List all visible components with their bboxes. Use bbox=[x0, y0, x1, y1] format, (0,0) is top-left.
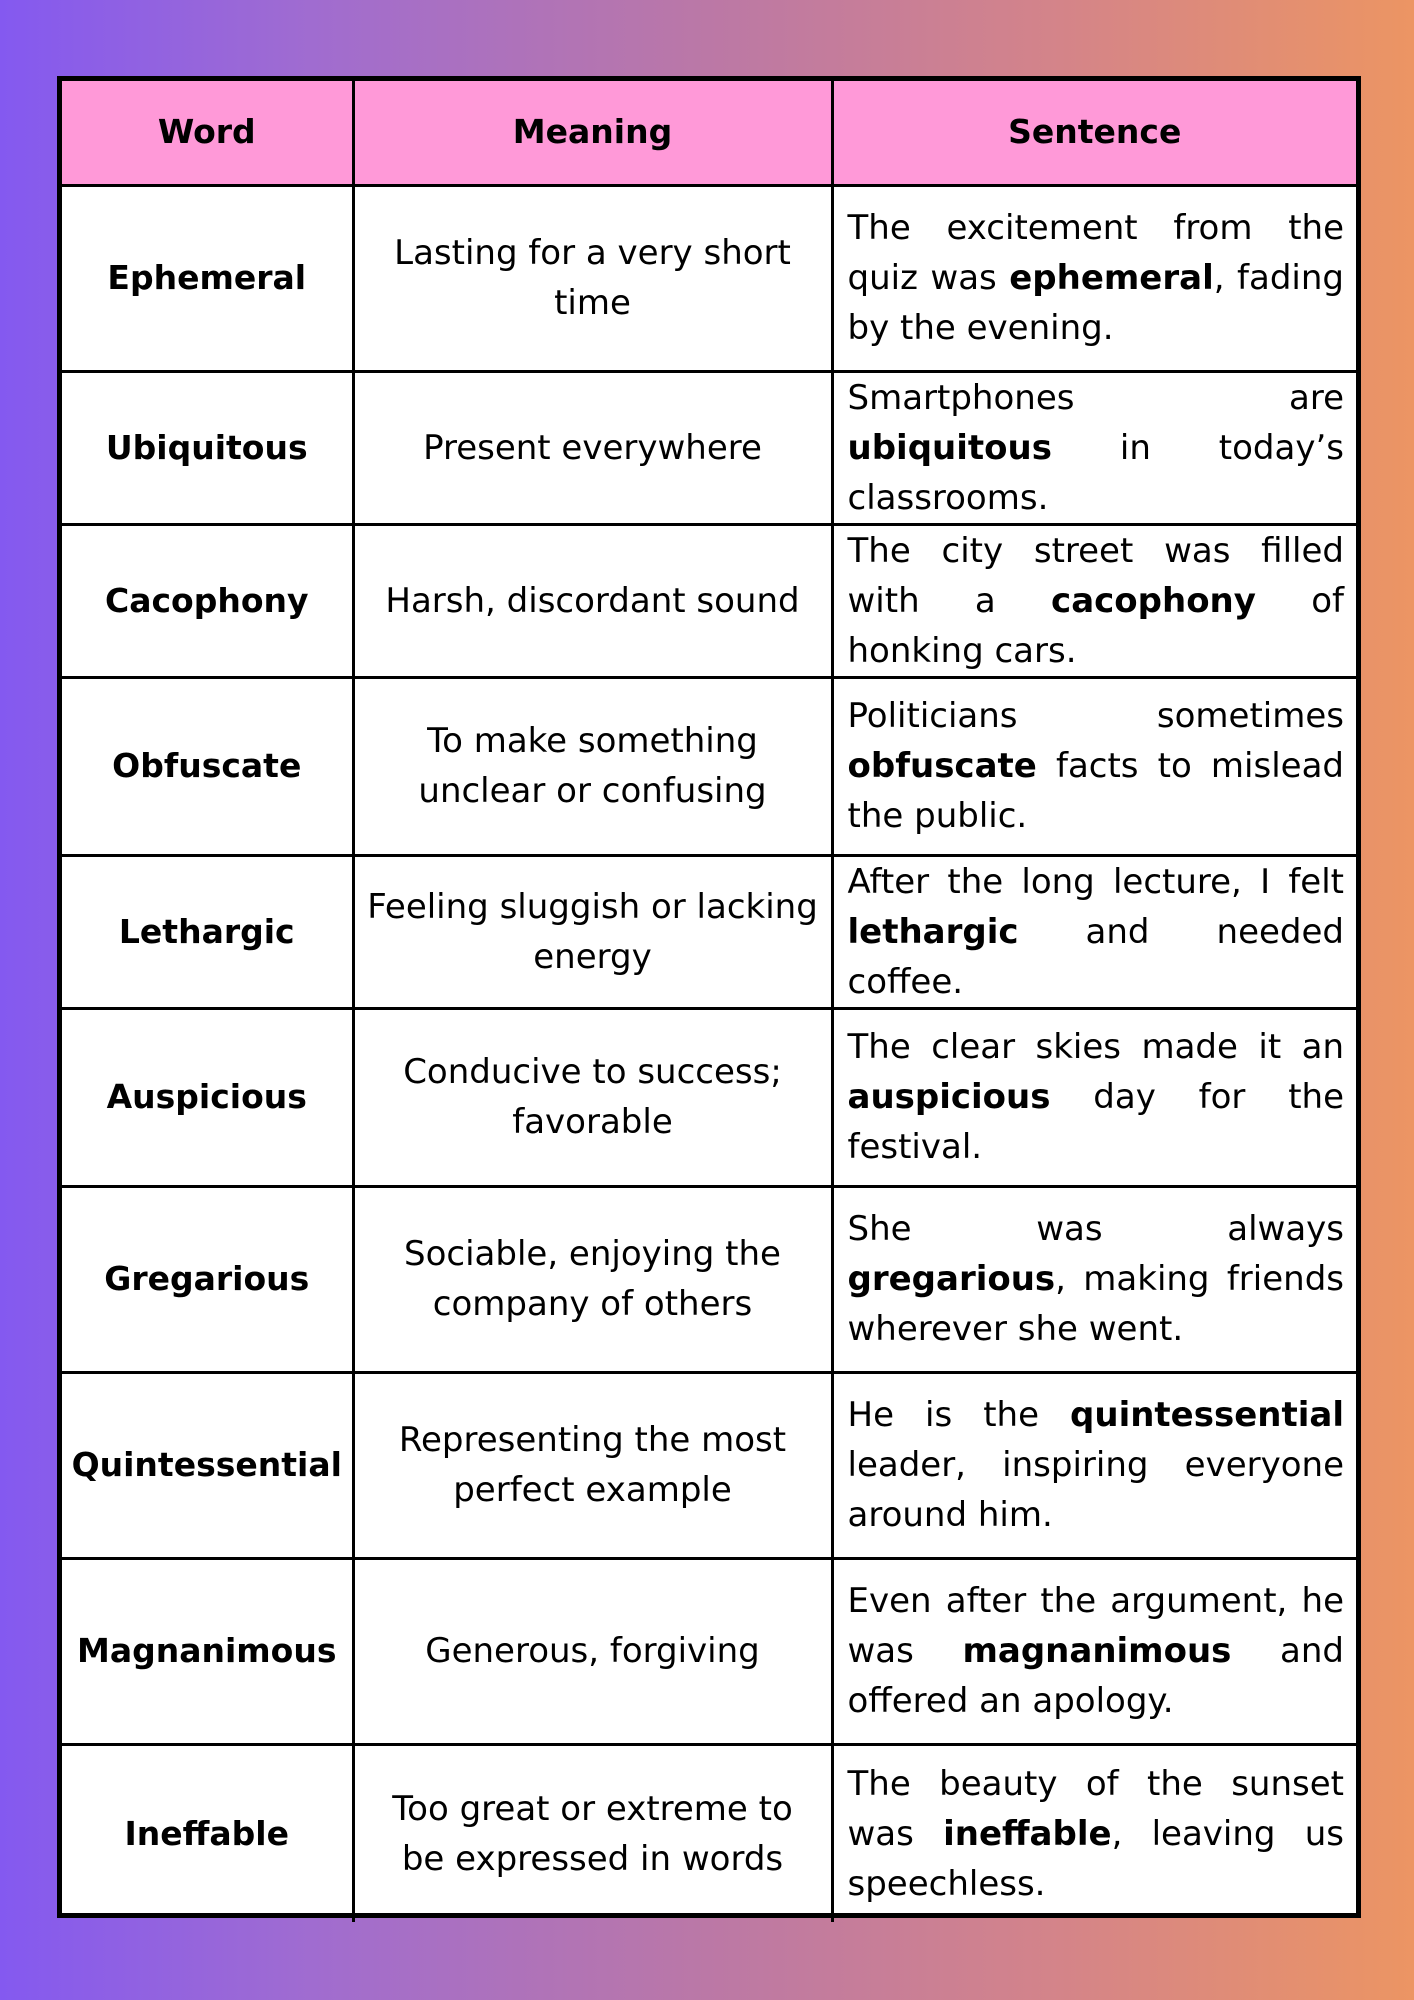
sentence-text: He is the bbox=[847, 1395, 1071, 1435]
table-row bbox=[62, 677, 1356, 855]
header-word: Word bbox=[62, 81, 353, 185]
sentence-text: leader, inspiring everyone around him. bbox=[847, 1445, 1344, 1535]
sentence-text: facts to mislead the public. bbox=[847, 746, 1344, 836]
sentence-cell bbox=[832, 524, 1356, 677]
sentence-text: in today’s classrooms. bbox=[847, 427, 1344, 518]
sentence-cell bbox=[832, 855, 1356, 1008]
sentence-cell bbox=[832, 1186, 1356, 1372]
sentence-keyword: gregarious bbox=[847, 1259, 1056, 1299]
sentence-cell bbox=[832, 1744, 1356, 1922]
sentence-text: Politicians sometimes bbox=[847, 696, 1344, 736]
meaning-cell: To make something unclear or confusing bbox=[353, 677, 832, 855]
vocabulary-table bbox=[62, 81, 1356, 1922]
sentence-cell bbox=[832, 1558, 1356, 1744]
sentence-cell bbox=[832, 371, 1356, 524]
meaning-cell: Lasting for a very short time bbox=[353, 185, 832, 371]
word-cell: Lethargic bbox=[62, 855, 353, 1008]
meaning-cell: Conducive to success; favorable bbox=[353, 1008, 832, 1186]
sentence-keyword: auspicious bbox=[847, 1077, 1051, 1117]
table-row bbox=[62, 524, 1356, 677]
vocabulary-table-card bbox=[57, 76, 1361, 1918]
sentence-keyword: ephemeral bbox=[1009, 258, 1214, 298]
meaning-cell: Sociable, enjoying the company of others bbox=[353, 1186, 832, 1372]
table-row bbox=[62, 185, 1356, 371]
sentence-cell bbox=[832, 1372, 1356, 1558]
meaning-cell: Present everywhere bbox=[353, 371, 832, 524]
sentence-keyword: quintessential bbox=[1070, 1395, 1344, 1435]
sentence-cell bbox=[832, 185, 1356, 371]
table-row bbox=[62, 1008, 1356, 1186]
sentence-text: , making friends wherever she went. bbox=[847, 1259, 1344, 1349]
word-cell: Ineffable bbox=[62, 1744, 353, 1922]
table-row bbox=[62, 855, 1356, 1008]
sentence-text: The city street was filled with a bbox=[847, 530, 1344, 621]
word-cell: Gregarious bbox=[62, 1186, 353, 1372]
table-header-row bbox=[62, 81, 1356, 185]
sentence-cell bbox=[832, 1008, 1356, 1186]
word-cell: Auspicious bbox=[62, 1008, 353, 1186]
table-row bbox=[62, 1744, 1356, 1922]
sentence-text: , fading by the evening. bbox=[847, 258, 1344, 348]
sentence-text: , leaving us speechless. bbox=[847, 1813, 1344, 1904]
table-row bbox=[62, 371, 1356, 524]
word-cell: Magnanimous bbox=[62, 1558, 353, 1744]
table-row bbox=[62, 1372, 1356, 1558]
sentence-text: and needed coffee. bbox=[847, 911, 1344, 1002]
header-sentence: Sentence bbox=[832, 81, 1356, 185]
sentence-text: She was always bbox=[847, 1209, 1344, 1249]
sentence-cell bbox=[832, 677, 1356, 855]
meaning-cell: Too great or extreme to be expressed in words bbox=[353, 1744, 832, 1922]
sentence-text: The excitement from the quiz was bbox=[847, 208, 1344, 298]
word-cell: Obfuscate bbox=[62, 677, 353, 855]
sentence-keyword: magnanimous bbox=[962, 1631, 1232, 1671]
meaning-cell: Generous, forgiving bbox=[353, 1558, 832, 1744]
sentence-text: day for the festival. bbox=[847, 1077, 1344, 1167]
meaning-cell: Feeling sluggish or lacking energy bbox=[353, 855, 832, 1008]
sentence-text: After the long lecture, I felt bbox=[847, 861, 1344, 902]
sentence-text: The clear skies made it an bbox=[847, 1027, 1344, 1067]
sentence-text: The beauty of the sunset was bbox=[847, 1763, 1344, 1854]
sentence-keyword: ineffable bbox=[943, 1813, 1112, 1854]
sentence-text: and offered an apology. bbox=[847, 1631, 1344, 1721]
meaning-cell: Representing the most perfect example bbox=[353, 1372, 832, 1558]
word-cell: Cacophony bbox=[62, 524, 353, 677]
table-row bbox=[62, 1186, 1356, 1372]
meaning-cell: Harsh, discordant sound bbox=[353, 524, 832, 677]
word-cell: Ubiquitous bbox=[62, 371, 353, 524]
sentence-text: Even after the argument, he was bbox=[847, 1581, 1344, 1671]
word-cell: Ephemeral bbox=[62, 185, 353, 371]
sentence-keyword: cacophony bbox=[1051, 580, 1256, 621]
sentence-keyword: obfuscate bbox=[847, 746, 1037, 786]
table-row bbox=[62, 1558, 1356, 1744]
word-cell: Quintessential bbox=[62, 1372, 353, 1558]
sentence-text: of honking cars. bbox=[847, 580, 1344, 671]
header-meaning: Meaning bbox=[353, 81, 832, 185]
sentence-keyword: ubiquitous bbox=[847, 427, 1052, 468]
sentence-keyword: lethargic bbox=[847, 911, 1019, 952]
sentence-text: Smartphones are bbox=[847, 377, 1344, 418]
